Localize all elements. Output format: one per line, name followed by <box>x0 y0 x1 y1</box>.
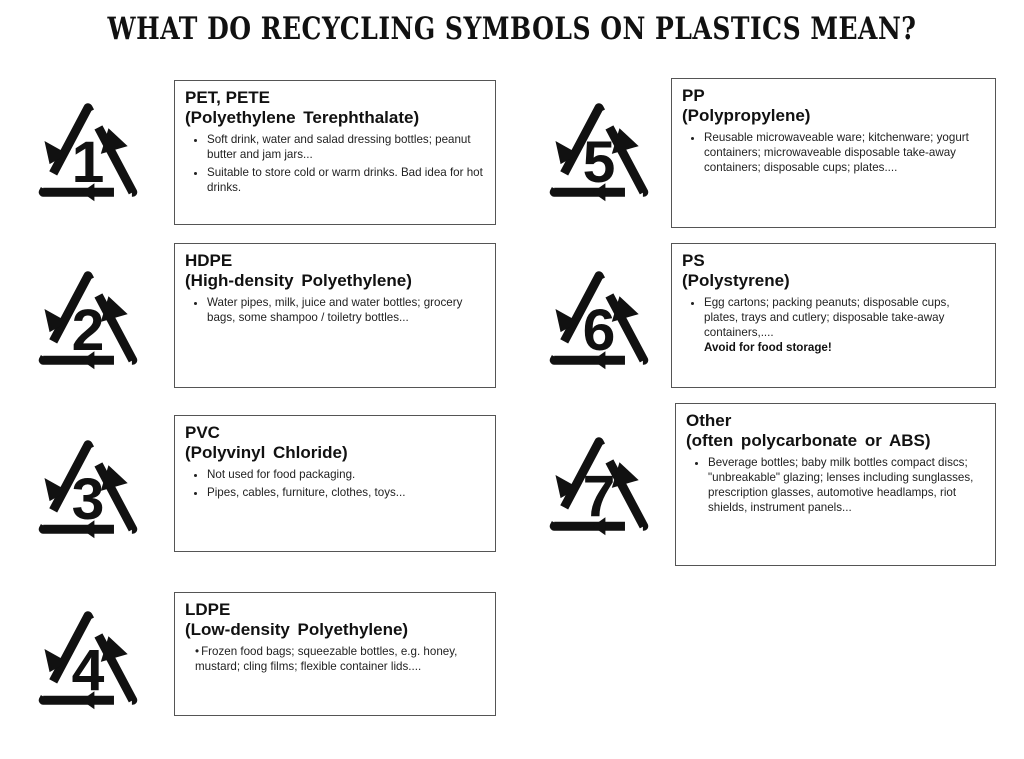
card-pvc-bullet-2: • Pipes, cables, furniture, clothes, toys... <box>207 485 485 500</box>
card-pp <box>671 78 996 228</box>
card-ldpe <box>174 592 496 716</box>
symbol-number-4: 4 <box>71 638 105 703</box>
card-ldpe-name: (Low-density Polyethylene) <box>185 620 409 639</box>
page-title: WHAT DO RECYCLING SYMBOLS ON PLASTICS MEAN? <box>107 10 917 47</box>
card-ldpe-code: LDPE <box>185 600 231 619</box>
card-pvc-name: (Polyvinyl Chloride) <box>185 443 348 462</box>
recycle-symbol-3-icon <box>24 415 152 559</box>
symbol-number-7: 7 <box>582 464 616 529</box>
recycle-symbol-7-icon <box>535 412 663 556</box>
card-ps-code: PS <box>682 251 705 270</box>
card-ps-warning: Avoid for food storage! <box>704 341 832 354</box>
recycle-symbol-1-icon <box>24 78 152 222</box>
card-hdpe-code: HDPE <box>185 251 233 270</box>
symbol-number-3: 3 <box>71 467 105 532</box>
card-other <box>675 403 996 566</box>
symbol-number-6: 6 <box>582 298 616 363</box>
card-other-bullet-1: • Beverage bottles; baby milk bottles compact discs; "unbreakable" glazing; lenses including sunglasses, prescription glasses, automotive headlamps, riot shields, instrument panels... <box>708 455 985 515</box>
symbol-number-2: 2 <box>71 298 105 363</box>
card-pvc-code: PVC <box>185 423 220 442</box>
card-ps-name: (Polystyrene) <box>682 271 790 290</box>
recycle-symbol-5-icon <box>535 78 663 222</box>
symbol-number-1: 1 <box>71 130 105 195</box>
card-pp-name: (Polypropylene) <box>682 106 811 125</box>
card-hdpe-bullet-1: • Water pipes, milk, juice and water bottles; grocery bags, some shampoo / toiletry bottles... <box>207 295 485 325</box>
recycle-symbol-2-icon <box>24 246 152 390</box>
card-hdpe-name: (High-density Polyethylene) <box>185 271 412 290</box>
card-ldpe-bullet-1: • Frozen food bags; squeezable bottles, e.g. honey, mustard; cling films; flexible container lids.... <box>195 644 485 674</box>
card-pp-code: PP <box>682 86 705 105</box>
card-pet-name: (Polyethylene Terephthalate) <box>185 108 420 127</box>
card-pet-bullet-2: • Suitable to store cold or warm drinks. Bad idea for hot drinks. <box>207 165 485 195</box>
card-hdpe <box>174 243 496 388</box>
card-other-name: (often polycarbonate or ABS) <box>686 431 931 450</box>
card-ps-bullet-1 <box>704 295 985 355</box>
recycle-symbol-4-icon <box>24 586 152 730</box>
card-pet-bullet-1: • Soft drink, water and salad dressing bottles; peanut butter and jam jars... <box>207 132 485 162</box>
recycle-symbol-6-icon <box>535 246 663 390</box>
card-pet <box>174 80 496 225</box>
card-pp-bullet-1: • Reusable microwaveable ware; kitchenware; yogurt containers; microwaveable disposable take-away containers; disposable cups; plates.... <box>704 130 985 175</box>
card-pvc <box>174 415 496 552</box>
symbol-number-5: 5 <box>582 130 616 195</box>
card-pvc-bullet-1: • Not used for food packaging. <box>207 467 485 482</box>
card-pet-code: PET, PETE <box>185 88 271 107</box>
card-ps <box>671 243 996 388</box>
card-ps-bullet-1-text: Egg cartons; packing peanuts; disposable cups, plates, trays and cutlery; disposable take-away containers,.... <box>704 296 950 339</box>
card-other-code: Other <box>686 411 732 430</box>
